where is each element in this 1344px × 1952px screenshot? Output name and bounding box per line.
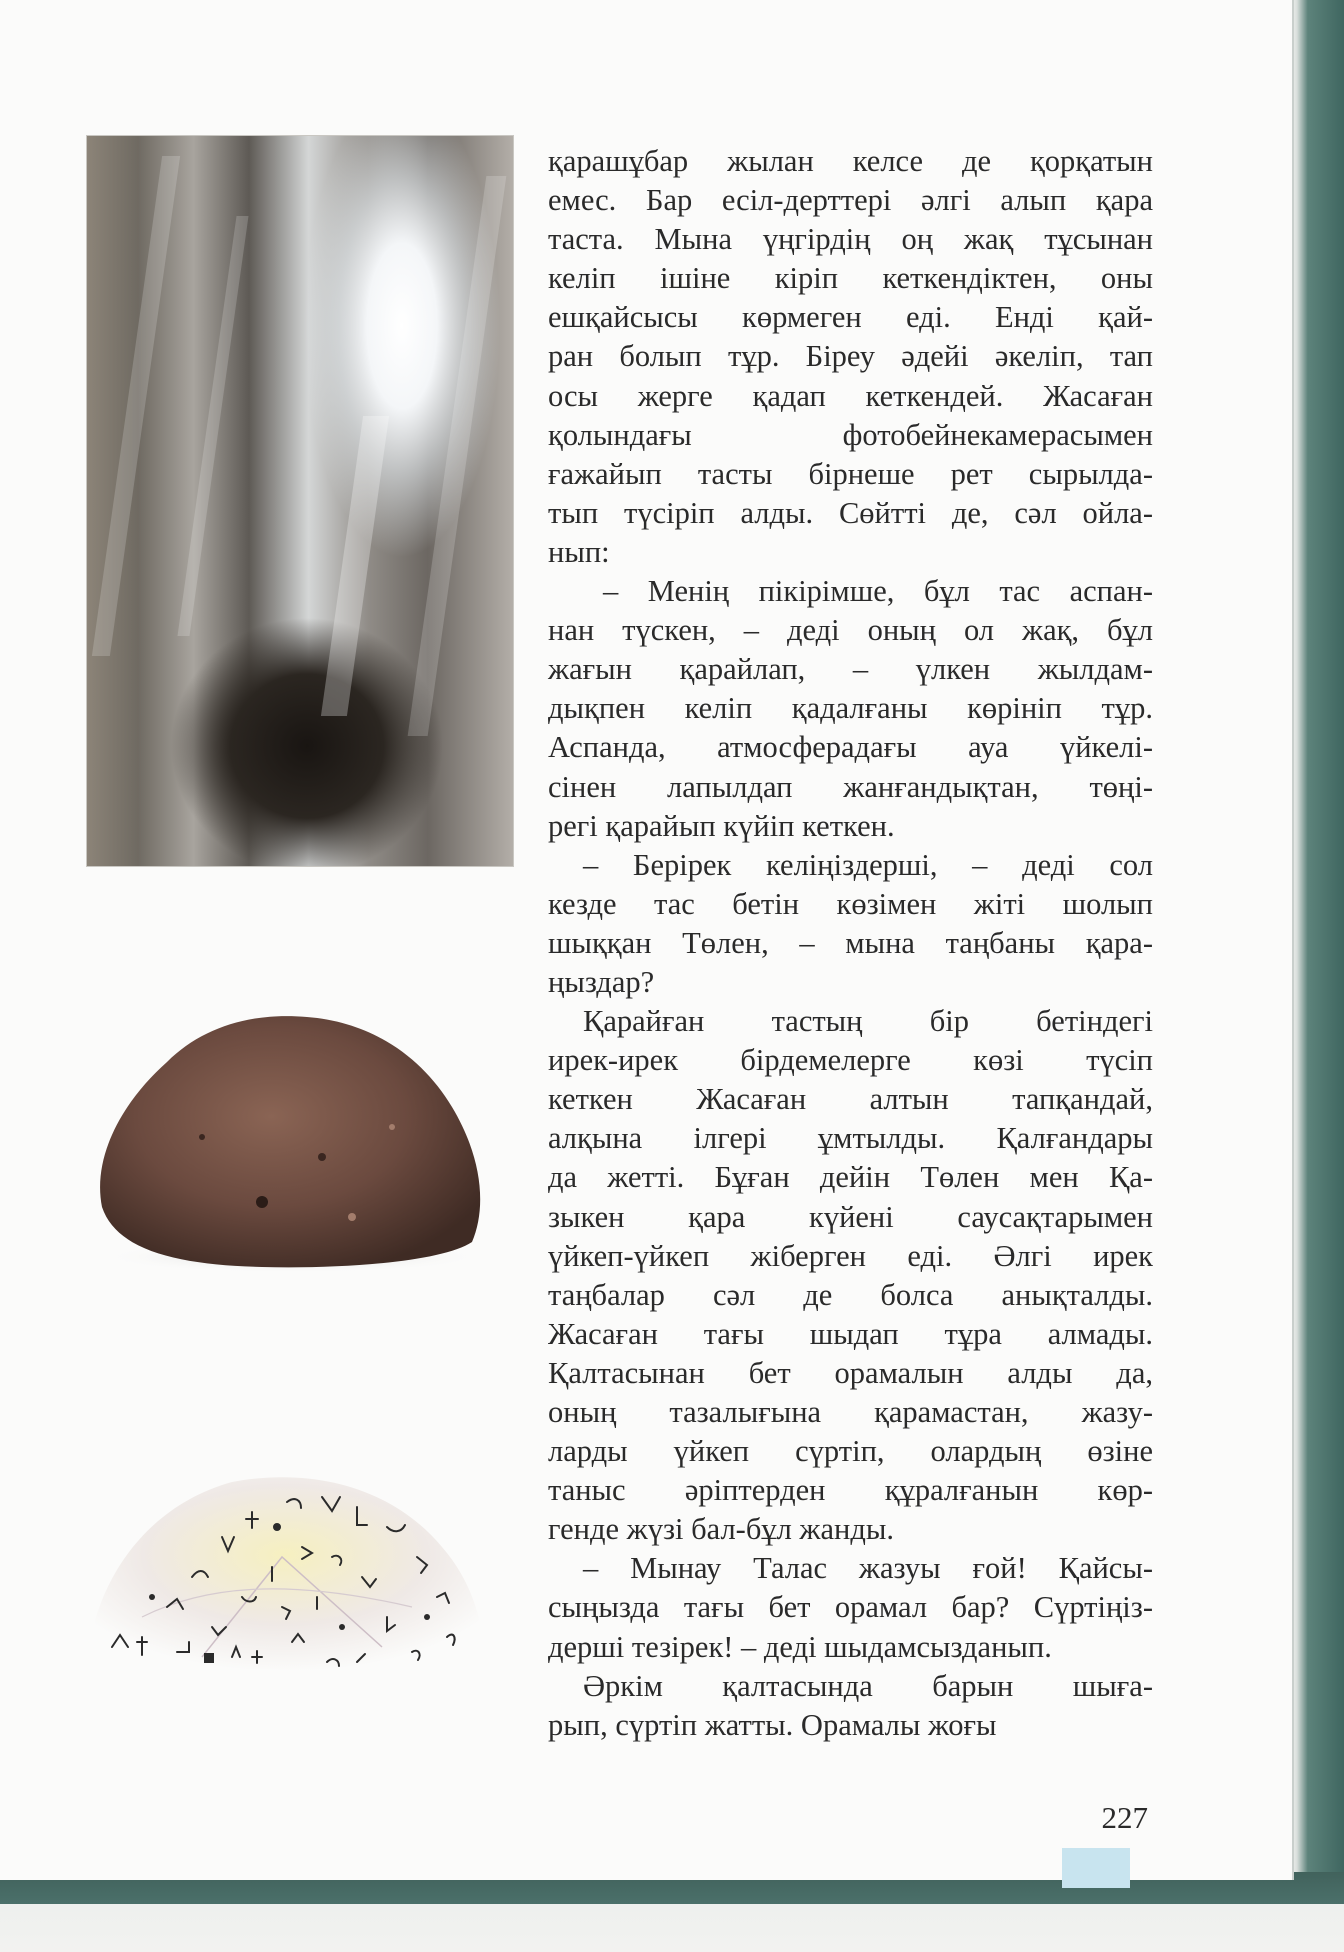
text-line: Әркім қалтасында барын шыға- [583, 1668, 1153, 1703]
text-line: – Берірек келіңіздерші, – деді сол [583, 847, 1153, 882]
text-line: алқына ілгері ұмтылды. Қалғандары [548, 1121, 1153, 1156]
text-line: қарашұбар жылан келсе де қорқатын [548, 144, 1153, 178]
text-line: оның тазалығына қарамастан, жазу- [548, 1395, 1153, 1429]
cliff-gorge-photo [86, 135, 514, 867]
text-line: – Мынау Талас жазуы ғой! Қайсы- [583, 1551, 1153, 1586]
page-corner-tab [1062, 1848, 1130, 1888]
text-line: сінен лапылдап жанғандықтан, төңі- [548, 769, 1153, 804]
text-line: ғажайып тасты бірнеше рет сырылда- [548, 456, 1153, 491]
text-line: нып: [548, 534, 610, 569]
text-line: рып, сүртіп жатты. Орамалы жоғы [548, 1707, 997, 1742]
text-line: Қалтасынан бет орамалын алды да, [548, 1355, 1153, 1390]
text-line: ирек-ирек бірдемелерге көзі түсіп [548, 1043, 1153, 1078]
text-line: қолындағы фотобейнекамерасымен [548, 417, 1153, 452]
text-line: Қарайған тастың бір бетіндегі [583, 1004, 1153, 1039]
text-line: осы жерге қадап кеткендей. Жасаған [548, 378, 1153, 413]
text-line: таста. Мына үңгірдің оң жақ тұсынан [548, 222, 1153, 257]
text-line: таңбалар сәл де болса анықталды. [548, 1277, 1153, 1312]
text-line: ларды үйкеп сүртіп, олардың өзіне [548, 1434, 1153, 1469]
text-line: кеткен Жасаған алтын тапқандай, [548, 1082, 1153, 1117]
text-line: емес. Бар есіл-дерттері әлгі алып қара [548, 183, 1153, 218]
text-line: келіп ішіне кіріп кеткендіктен, оны [548, 261, 1153, 296]
text-line: Жасаған тағы шыдап тұра алмады. [548, 1316, 1153, 1351]
page-number: 227 [1101, 1800, 1148, 1835]
text-line: жағын қарайлап, – үлкен жылдам- [548, 652, 1153, 687]
book-cover-bottom [0, 1872, 1344, 1952]
talas-script-inscription-drawing [82, 1467, 490, 1685]
text-line: – Менің пікірімше, бұл тас аспан- [603, 574, 1153, 609]
text-line: дықпен келіп қадалғаны көрініп тұр. [548, 691, 1153, 726]
text-line: шыққан Төлен, – мына таңбаны қара- [548, 925, 1153, 960]
text-line: кезде тас бетін көзімен жіті шолып [548, 886, 1153, 921]
text-line: да жетті. Бұған дейін Төлен мен Қа- [548, 1160, 1153, 1195]
text-line: таныс әріптерден құралғанын көр- [548, 1473, 1153, 1508]
paragraph-container [548, 142, 1153, 1745]
text-line: генде жүзі бал-бұл жанды. [548, 1512, 894, 1547]
text-line: дерші тезірек! – деді шыдамсызданып. [548, 1629, 1052, 1664]
text-line: ешқайсысы көрмеген еді. Енді қай- [548, 300, 1153, 335]
text-line: ңыздар? [548, 964, 655, 999]
text-line: ран болып тұр. Біреу әдейі әкеліп, тап [548, 339, 1153, 374]
text-line: тып түсіріп алды. Сөйтті де, сәл ойла- [548, 495, 1153, 530]
text-line: нан түскен, – деді оның ол жақ, бұл [548, 613, 1153, 648]
text-line: сыңызда тағы бет орамал бар? Сүртіңіз- [548, 1590, 1153, 1625]
story-text [548, 142, 1153, 1745]
text-line: зыкен қара күйені саусақтарымен [548, 1199, 1153, 1234]
text-line: регі қарайып күйіп кеткен. [548, 808, 895, 843]
meteorite-stone-photo [92, 1007, 487, 1275]
text-line: үйкеп-үйкеп жіберген еді. Әлгі ирек [548, 1238, 1153, 1273]
text-line: Аспанда, атмосферадағы ауа үйкелі- [548, 730, 1153, 765]
